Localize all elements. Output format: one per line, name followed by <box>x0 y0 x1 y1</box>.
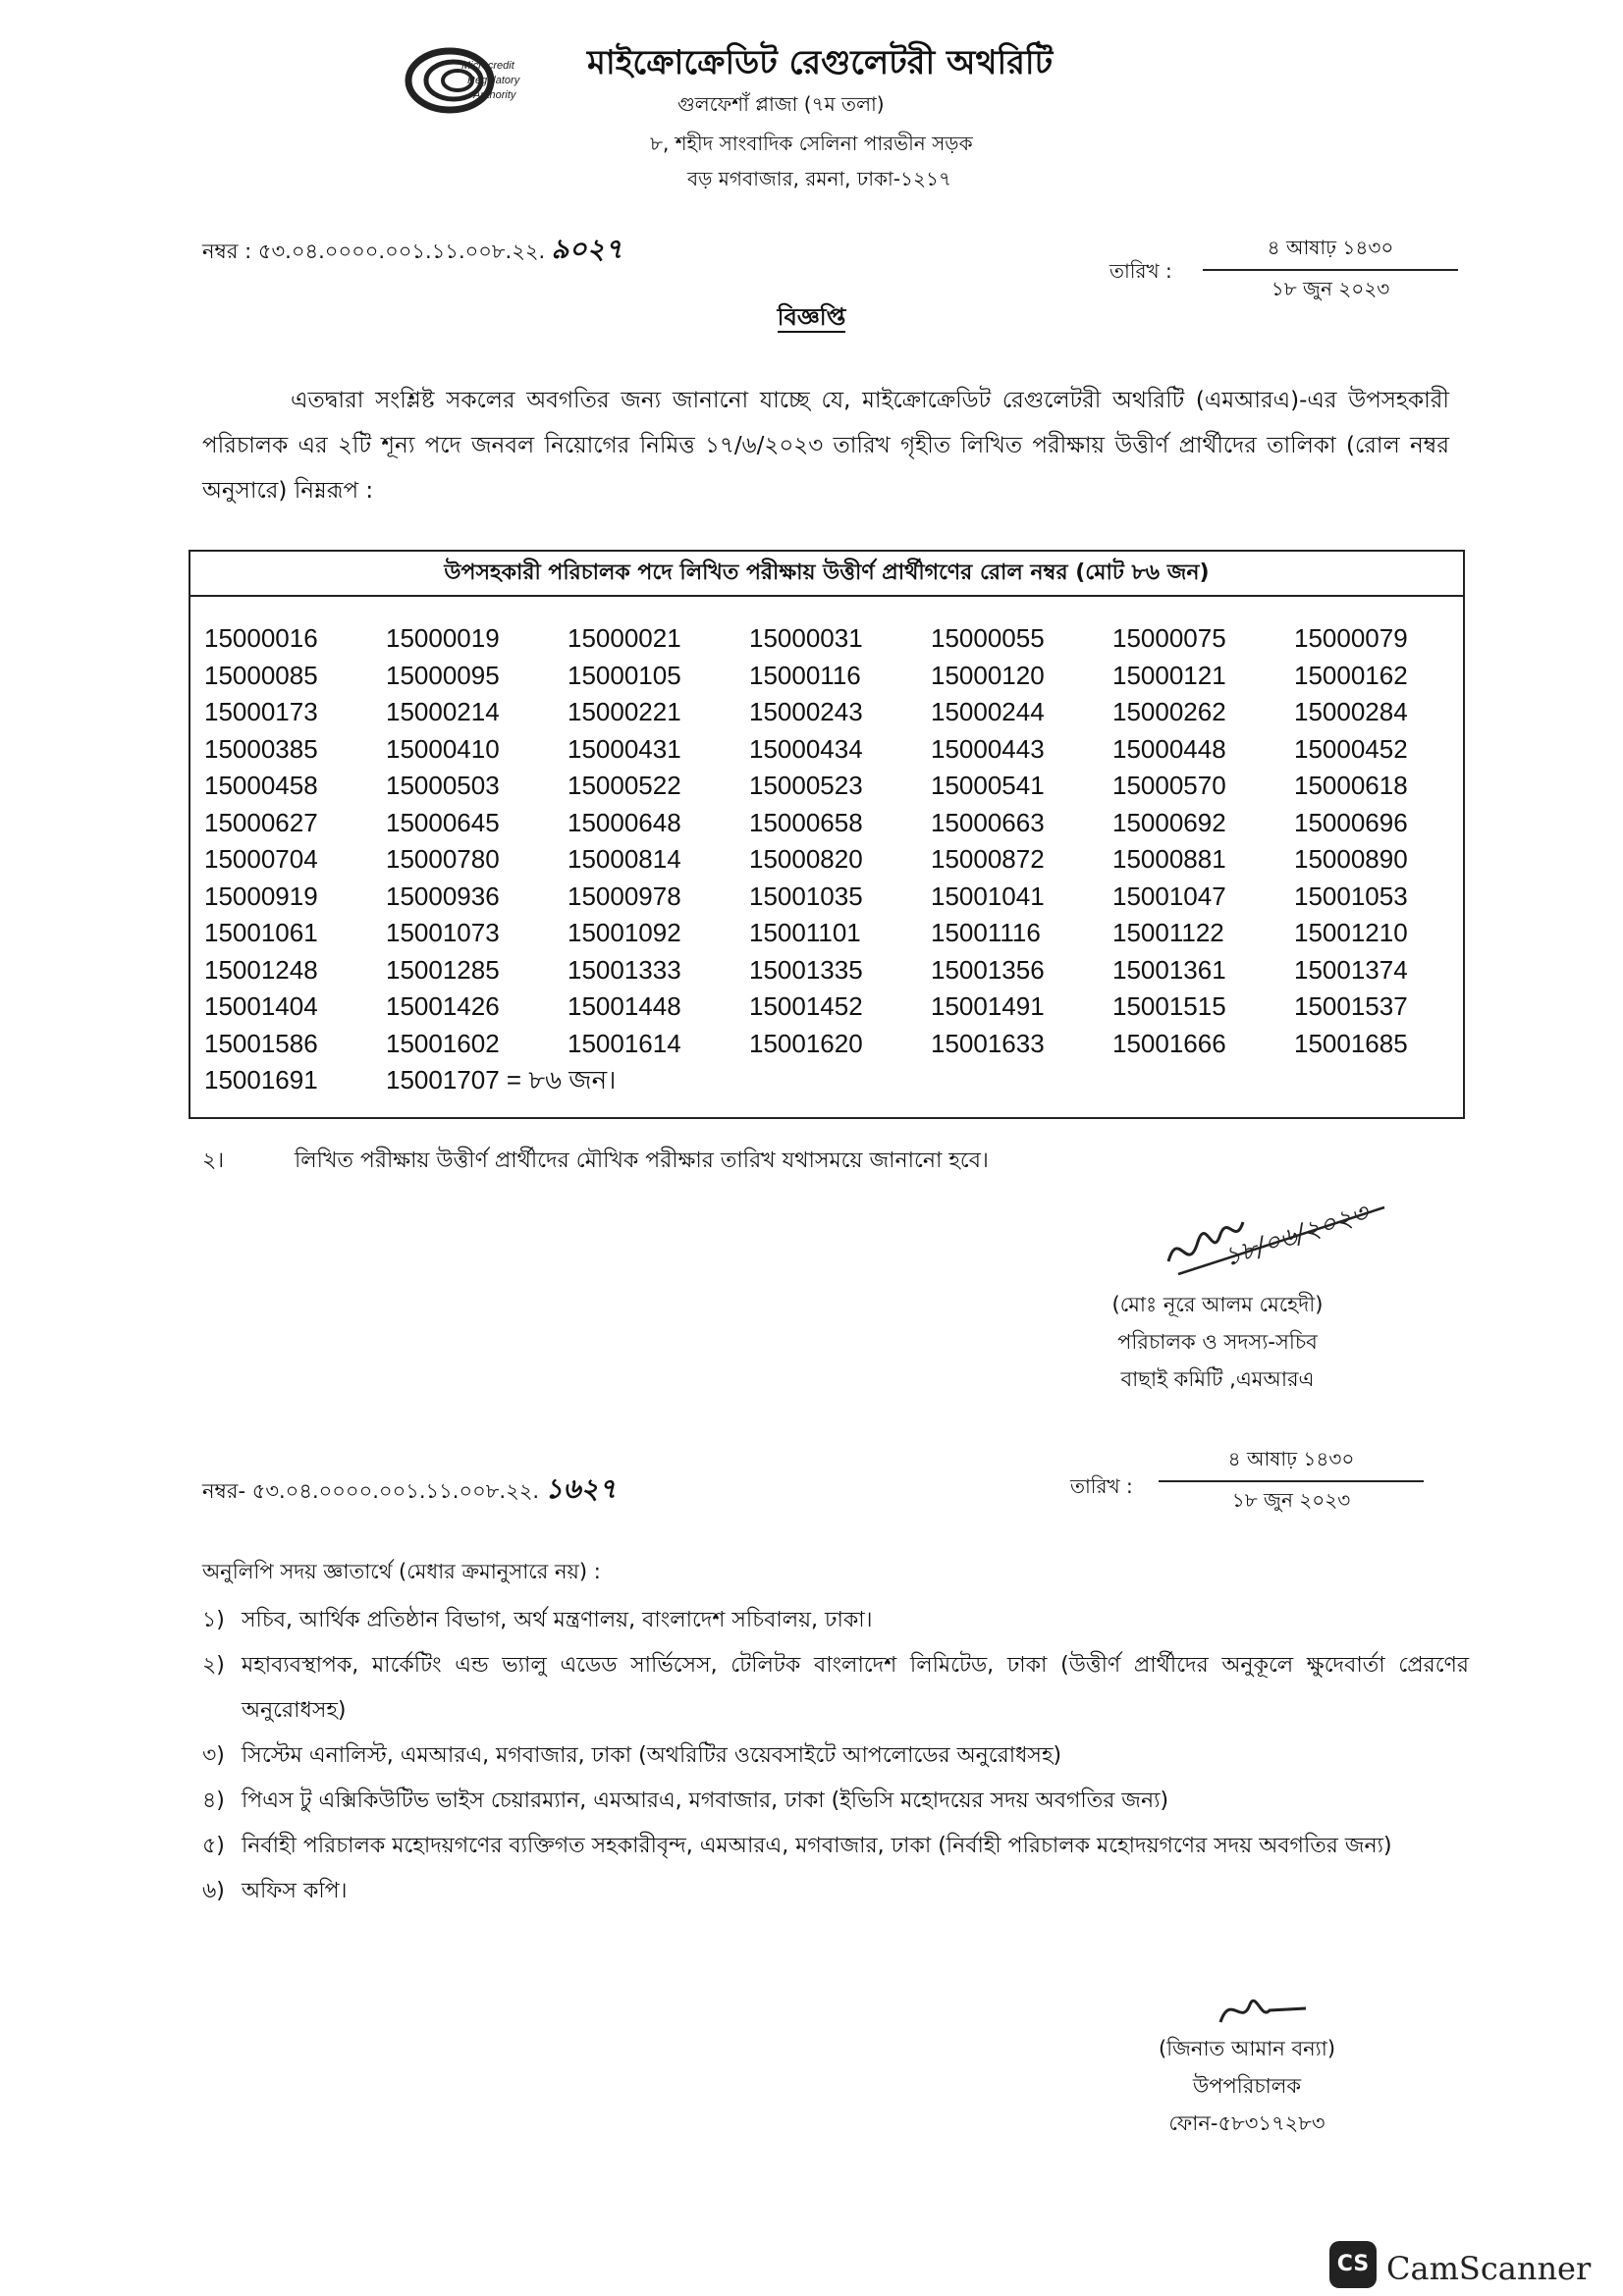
roll-number: 15001452 <box>749 991 863 1021</box>
footer-date-label: তারিখ : <box>1070 1474 1133 1498</box>
roll-number: 15001122 <box>1112 918 1224 947</box>
roll-number: 15001691 <box>204 1065 318 1095</box>
cc-item <box>202 1734 1469 1779</box>
cc-item-number: ৬) <box>202 1879 225 1903</box>
roll-number: 15001633 <box>931 1028 1045 1058</box>
roll-number: 15000244 <box>931 697 1045 726</box>
roll-number: 15000458 <box>204 771 318 800</box>
roll-number: 15001041 <box>931 881 1045 911</box>
roll-grid <box>204 620 1461 1099</box>
roll-number: 15000085 <box>204 660 318 690</box>
memo-number-handwritten: ৯০২৭ <box>551 233 623 265</box>
date-label: তারিখ : <box>1109 259 1172 283</box>
roll-number: 15001210 <box>1294 918 1408 947</box>
roll-number: 15000890 <box>1294 844 1408 874</box>
roll-number: 15001374 <box>1294 954 1408 985</box>
roll-number: 15000434 <box>749 733 863 764</box>
cc-item-number: ৪) <box>202 1789 225 1813</box>
roll-number: 15000541 <box>931 771 1045 800</box>
footer-memo-handwritten: ১৬২৭ <box>545 1472 617 1505</box>
footer-date-bangla: ৪ আষাঢ় ১৪৩০ <box>1227 1447 1355 1470</box>
footer-date-english: ১৮ জুন ২০২৩ <box>1231 1488 1351 1512</box>
roll-number: 15000105 <box>568 660 681 690</box>
roll-number: 15000978 <box>568 881 681 911</box>
roll-number: 15000121 <box>1112 660 1226 690</box>
signature-2 <box>1213 1983 1311 2032</box>
cc-item-text: সচিব, আর্থিক প্রতিষ্ঠান বিভাগ, অর্থ মন্ত্রণালয়, বাংলাদেশ সচিবালয়, ঢাকা। <box>242 1608 873 1632</box>
svg-text:Microcredit: Microcredit <box>461 60 514 72</box>
cc-item-text: নির্বাহী পরিচালক মহোদয়গণের ব্যক্তিগত সহকারীবৃন্দ, এমআরএ, মগবাজার, ঢাকা (নির্বাহী পরিচালক মহোদয়গণের সদয় অবগতির জন্য) <box>242 1834 1392 1858</box>
signer1-block <box>1021 1286 1414 1398</box>
roll-number: 15001620 <box>749 1028 863 1058</box>
roll-number: 15000055 <box>931 623 1045 653</box>
cc-item-number: ৫) <box>202 1834 225 1858</box>
roll-number: 15000692 <box>1112 807 1226 837</box>
footer-memo-number <box>202 1468 617 1514</box>
roll-number: 15000262 <box>1112 697 1226 726</box>
address-line-2: ৮, শহীদ সাংবাদিক সেলিনা পারভীন সড়ক <box>650 132 973 155</box>
roll-number: 15000704 <box>204 844 318 874</box>
roll-number: 15000173 <box>204 697 318 726</box>
roll-number: 15001515 <box>1112 991 1226 1021</box>
signer1-name: (মোঃ নূরে আলম মেহেদী) <box>1111 1293 1324 1316</box>
svg-text:Regulatory: Regulatory <box>467 75 520 86</box>
roll-number: 15001335 <box>749 954 863 985</box>
footer-date-divider <box>1159 1480 1424 1482</box>
roll-number: 15000645 <box>386 807 500 837</box>
roll-number: 15000648 <box>568 807 681 837</box>
roll-number: 15001426 <box>386 991 500 1021</box>
roll-number: 15000410 <box>386 733 500 764</box>
roll-number: 15000021 <box>568 623 681 653</box>
roll-number: 15001685 <box>1294 1028 1408 1058</box>
roll-number: 15000696 <box>1294 807 1408 837</box>
roll-number-table <box>189 550 1465 1119</box>
roll-number: 15000221 <box>568 697 681 726</box>
cc-item-text: সিস্টেম এনালিস্ট, এমআরএ, মগবাজার, ঢাকা (অথরিটির ওয়েবসাইটে আপলোডের অনুরোধসহ) <box>242 1743 1062 1768</box>
roll-number: 15000523 <box>749 771 863 800</box>
roll-number: 15000814 <box>568 844 681 874</box>
roll-number: 15001614 <box>568 1028 681 1058</box>
roll-number: 15000214 <box>386 697 500 726</box>
roll-number: 15001404 <box>204 991 318 1021</box>
roll-number: 15000443 <box>931 733 1045 764</box>
roll-number: 15001707 = ৮৬ জন। <box>386 1065 617 1095</box>
signer1-designation: পরিচালক ও সদস্য-সচিব <box>1117 1330 1318 1354</box>
cc-item-text: অফিস কপি। <box>242 1879 348 1903</box>
notice-title: বিজ্ঞপ্তি <box>777 303 846 331</box>
roll-number: 15001361 <box>1112 954 1226 985</box>
roll-number: 15000872 <box>931 844 1045 874</box>
cc-item-number: ৩) <box>202 1743 225 1768</box>
roll-number: 15001101 <box>749 918 861 947</box>
roll-number: 15001035 <box>749 881 863 911</box>
roll-number: 15000881 <box>1112 844 1226 874</box>
date-divider <box>1203 269 1458 271</box>
roll-number: 15001285 <box>386 954 500 985</box>
notice-paragraph: এতদ্বারা সংশ্লিষ্ট সকলের অবগতির জন্য জানানো যাচ্ছে যে, মাইক্রোক্রেডিট রেগুলেটরী অথরিটি (এমআরএ)-এর উপসহকারী পরিচালক এর ২টি শূন্য পদে জনবল নিয়োগের নিমিত্ত ১৭/৬/২০২৩ তারিখ গৃহীত লিখিত পরীক্ষায় উত্তীর্ণ প্রার্থীদের তালিকা (রোল নম্বর অনুসারে) নিম্নরূপ : <box>202 388 1449 504</box>
roll-table-header: উপসহকারী পরিচালক পদে লিখিত পরীক্ষায় উত্তীর্ণ প্রার্থীগণের রোল নম্বর (মোট ৮৬ জন) <box>190 552 1463 597</box>
roll-number: 15001448 <box>568 991 681 1021</box>
roll-number: 15000120 <box>931 660 1045 690</box>
cc-item-number: ২) <box>202 1653 225 1678</box>
cc-item-number: ১) <box>202 1608 225 1632</box>
roll-number: 15001666 <box>1112 1028 1226 1058</box>
roll-number: 15000385 <box>204 733 318 764</box>
date-english: ১৮ জুন ২০২৩ <box>1271 277 1390 300</box>
roll-number: 15001602 <box>386 1028 500 1058</box>
roll-number: 15001491 <box>931 991 1045 1021</box>
roll-number: 15000431 <box>568 733 681 764</box>
address-line-3: বড় মগবাজার, রমনা, ঢাকা-১২১৭ <box>687 167 951 190</box>
memo-number <box>202 228 622 274</box>
roll-number: 15000570 <box>1112 771 1226 800</box>
roll-number: 15000448 <box>1112 733 1226 764</box>
roll-number: 15000618 <box>1294 771 1408 800</box>
cc-item-text: পিএস টু এক্সিকিউটিভ ভাইস চেয়ারম্যান, এমআরএ, মগবাজার, ঢাকা (ইভিসি মহোদয়ের সদয় অবগতির জন্য) <box>242 1789 1169 1813</box>
signature-1 <box>1159 1188 1394 1286</box>
cc-title: অনুলিপি সদয় জ্ঞাতার্থে (মেধার ক্রমানুসারে নয়) : <box>202 1560 601 1583</box>
cc-item <box>202 1869 1469 1914</box>
roll-number: 15001047 <box>1112 881 1226 911</box>
roll-number: 15000503 <box>386 771 500 800</box>
roll-number: 15001586 <box>204 1028 318 1058</box>
roll-number: 15001333 <box>568 954 681 985</box>
signer2-name: (জিনাত আমান বন্যা) <box>1158 2037 1336 2060</box>
roll-number: 15000284 <box>1294 697 1408 726</box>
roll-number: 15000658 <box>749 807 863 837</box>
cc-item <box>202 1824 1469 1869</box>
signer2-phone: ফোন-৫৮৩১৭২৮৩ <box>1168 2111 1325 2135</box>
roll-number: 15001356 <box>931 954 1045 985</box>
roll-number: 15000243 <box>749 697 863 726</box>
svg-text:Authority: Authority <box>473 89 516 101</box>
cc-item <box>202 1598 1469 1643</box>
roll-number: 15001537 <box>1294 991 1408 1021</box>
cc-item-text: মহাব্যবস্থাপক, মার্কেটিং এন্ড ভ্যালু এডেড সার্ভিসেস, টেলিটক বাংলাদেশ লিমিটেড, ঢাকা (উত্তীর্ণ প্রার্থীদের অনুকূলে ক্ষুদেবার্তা প্রেরণের অনুরোধসহ) <box>242 1653 1469 1723</box>
date-bangla: ৪ আষাঢ় ১৪৩০ <box>1267 236 1394 259</box>
roll-number: 15000075 <box>1112 623 1226 653</box>
cc-list <box>202 1598 1469 1914</box>
signer1-committee: বাছাই কমিটি ,এমআরএ <box>1120 1367 1315 1391</box>
roll-number: 15000627 <box>204 807 318 837</box>
memo-number-label: নম্বর : ৫৩.০৪.০০০০.০০১.১১.০০৮.২২. <box>202 240 546 263</box>
item2-number: ২। <box>202 1148 225 1173</box>
address-line-1: গুলফেশাঁ প্লাজা (৭ম তলা) <box>677 92 885 116</box>
roll-number: 15000820 <box>749 844 863 874</box>
cc-item <box>202 1779 1469 1824</box>
camscanner-watermark: CamScanner <box>1386 2250 1592 2287</box>
item2-text: লিখিত পরীক্ষায় উত্তীর্ণ প্রার্থীদের মৌখিক পরীক্ষার তারিখ যথাসময়ে জানানো হবে। <box>295 1148 989 1173</box>
roll-number: 15000522 <box>568 771 681 800</box>
roll-number: 15000019 <box>386 623 500 653</box>
roll-number: 15000016 <box>204 623 318 653</box>
roll-number: 15001073 <box>386 918 500 947</box>
roll-number: 15001053 <box>1294 881 1408 911</box>
signer2-designation: উপপরিচালক <box>1192 2074 1302 2098</box>
roll-number: 15001061 <box>204 918 318 947</box>
roll-number: 15000095 <box>386 660 500 690</box>
mra-logo <box>403 39 560 128</box>
roll-number: 15001248 <box>204 954 318 985</box>
roll-number: 15000780 <box>386 844 500 874</box>
roll-number: 15000936 <box>386 881 500 911</box>
roll-number: 15001092 <box>568 918 681 947</box>
roll-number: 15000663 <box>931 807 1045 837</box>
roll-number: 15000452 <box>1294 733 1408 764</box>
roll-number: 15000162 <box>1294 660 1408 690</box>
roll-number: 15000116 <box>749 660 861 690</box>
camscanner-logo-icon: CS <box>1329 2241 1377 2288</box>
svg-text:১৮/০৬/২০২৩: ১৮/০৬/২০২৩ <box>1219 1198 1373 1273</box>
org-name: মাইক্রোক্রেডিট রেগুলেটরী অথরিটি <box>587 43 1054 82</box>
signer2-block <box>1100 2030 1394 2142</box>
roll-number: 15000919 <box>204 881 318 911</box>
roll-number: 15000079 <box>1294 623 1408 653</box>
roll-number: 15000031 <box>749 623 863 653</box>
cc-item <box>202 1643 1469 1734</box>
roll-number: 15001116 <box>931 918 1041 947</box>
footer-memo-label: নম্বর- ৫৩.০৪.০০০০.০০১.১১.০০৮.২২. <box>202 1479 540 1503</box>
